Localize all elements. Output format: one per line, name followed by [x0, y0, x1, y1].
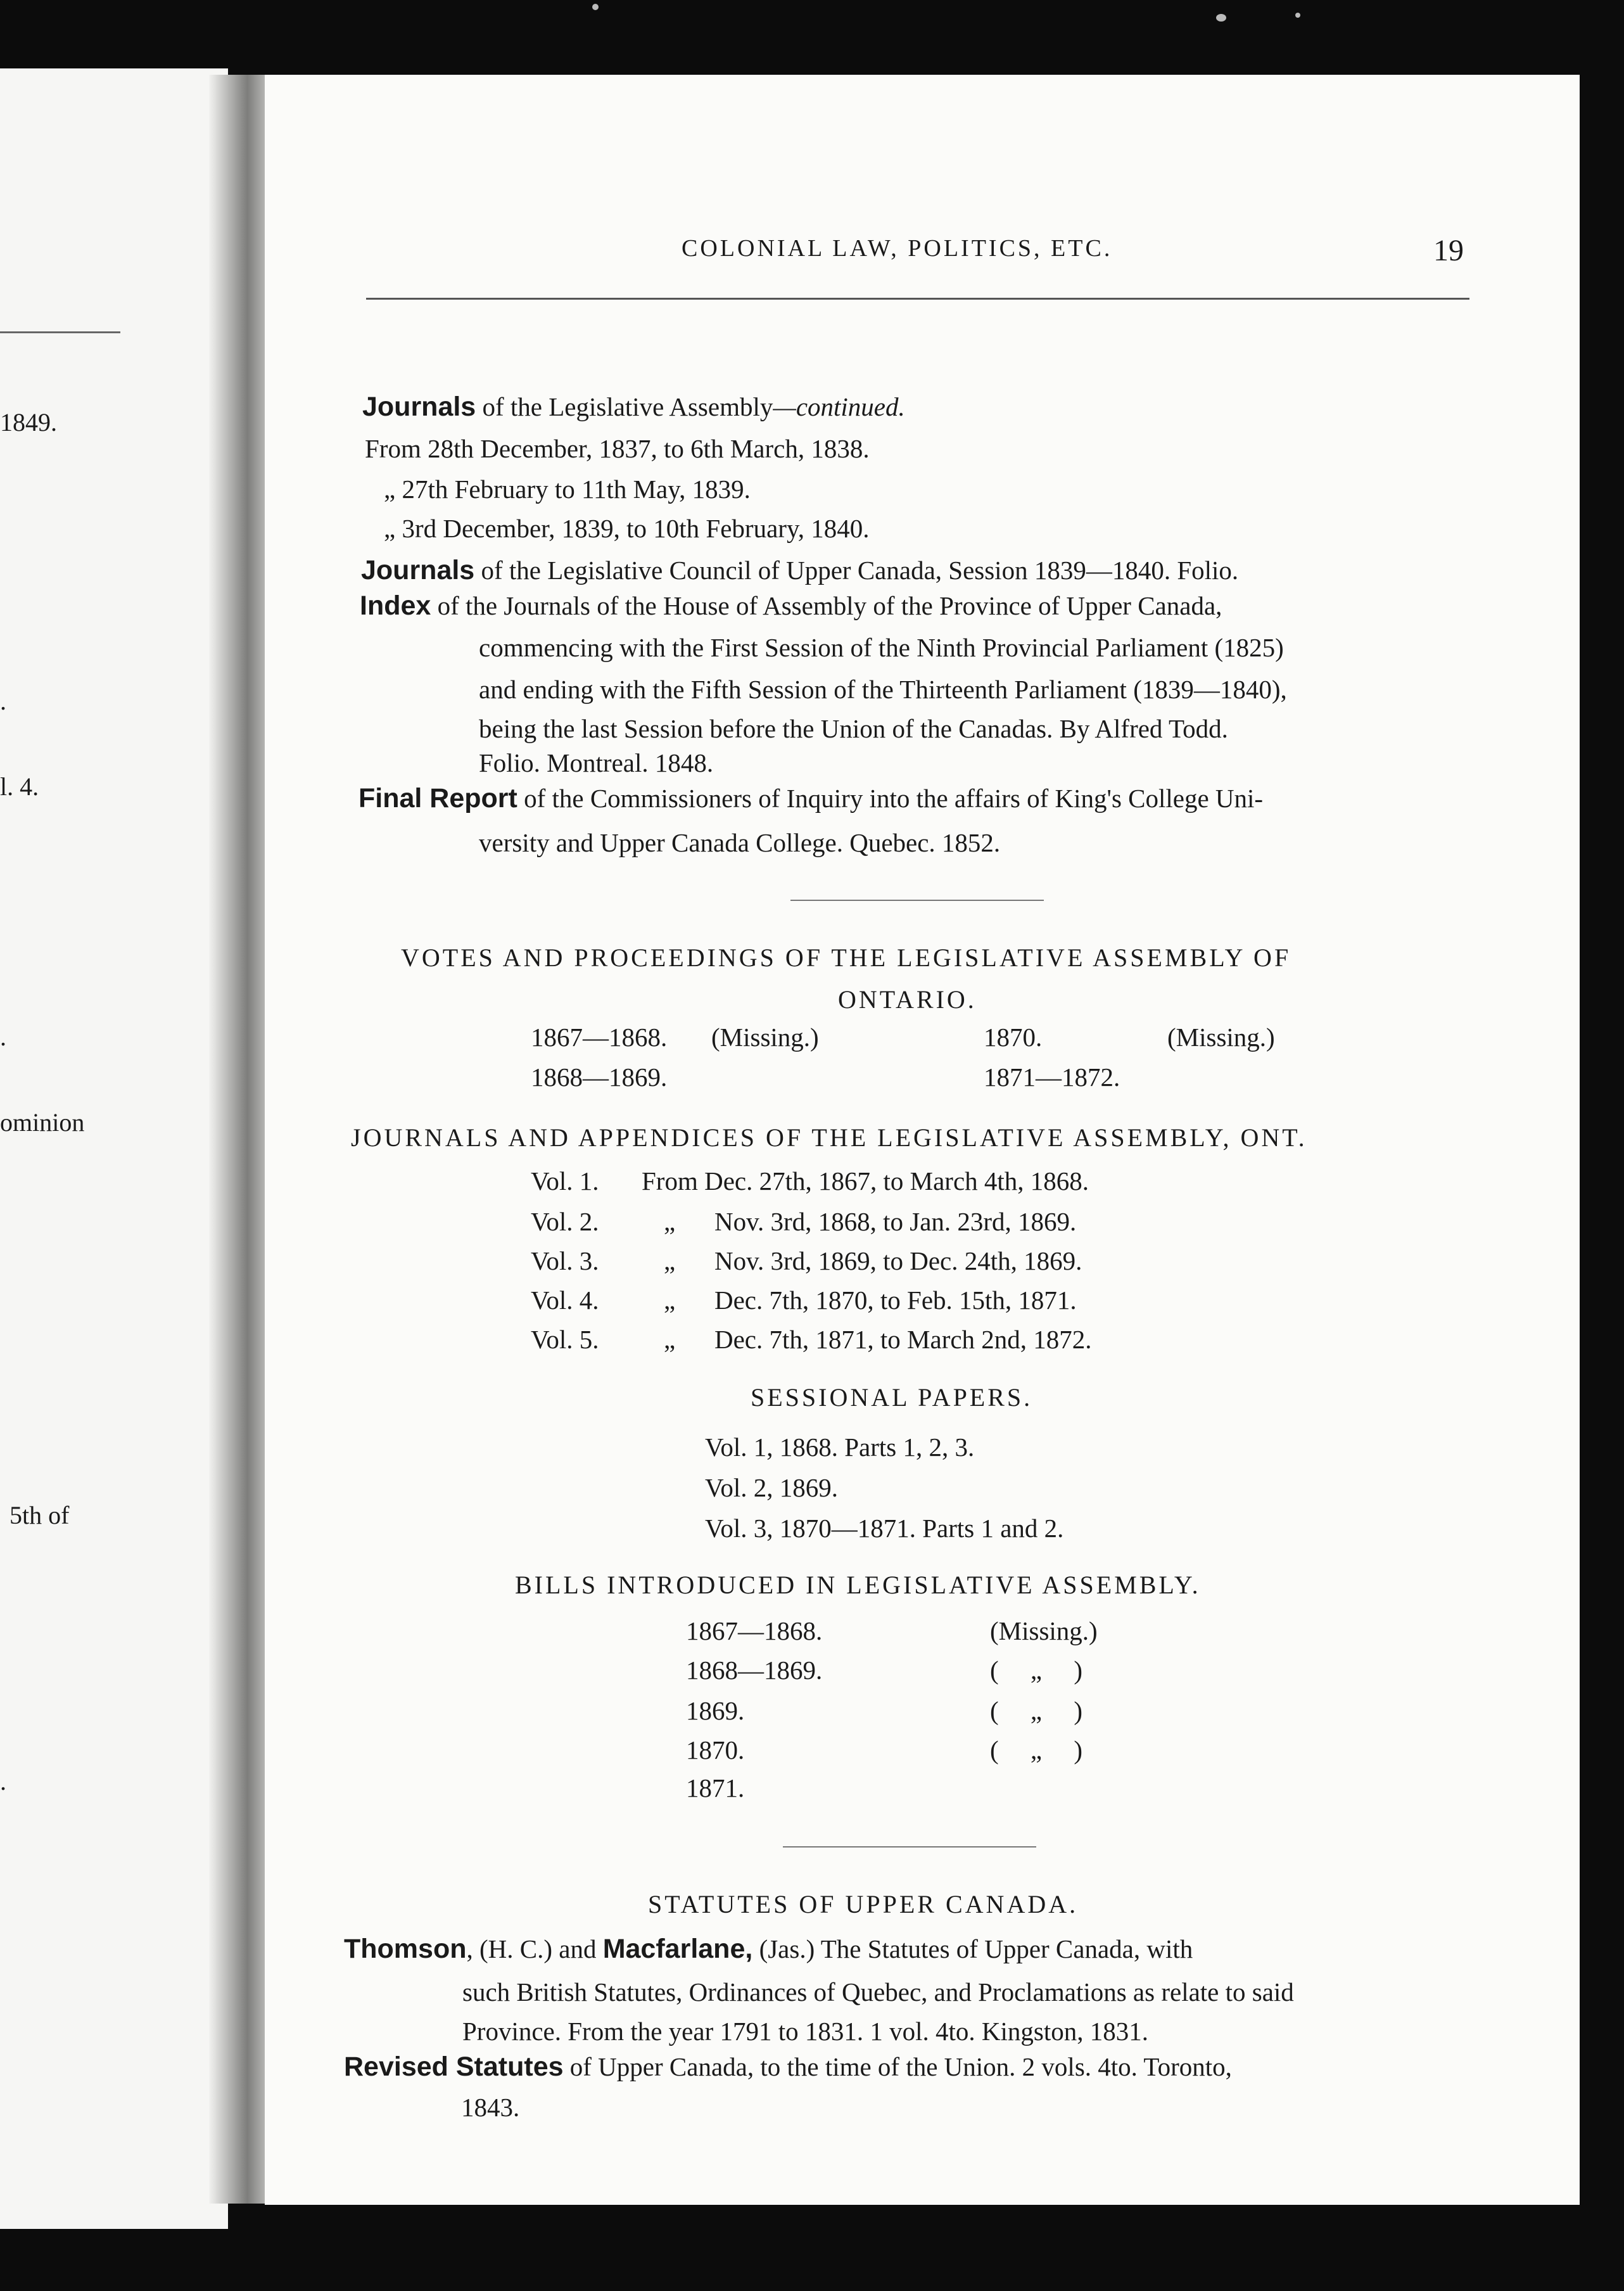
bills-year: 1870.: [686, 1735, 745, 1765]
entry-line: „ 27th February to 11th May, 1839.: [384, 475, 751, 504]
vol-label: Vol. 4.: [531, 1286, 599, 1315]
left-page-fragment: l. 4.: [0, 772, 39, 801]
vol-label: Vol. 3.: [531, 1246, 599, 1275]
sessional-row: Vol. 3, 1870—1871. Parts 1 and 2.: [705, 1514, 1064, 1543]
entry-keyword: Final Report: [358, 783, 517, 814]
entry-line: From 28th December, 1837, to 6th March, 1838.: [365, 434, 870, 463]
vol-text: Dec. 7th, 1870, to Feb. 15th, 1871.: [714, 1286, 1077, 1315]
entry-keyword: Revised Statutes: [344, 2052, 564, 2082]
entry-text: of the Legislative Council of Upper Canada, Session 1839—1840. Folio.: [481, 556, 1239, 585]
entry-text: of the Legislative Assembly: [482, 392, 773, 421]
entry-final-report: [358, 783, 1263, 814]
header-rule: [366, 298, 1469, 300]
bills-note: (Missing.): [990, 1616, 1098, 1645]
left-page: [0, 68, 228, 2229]
bills-note: ( „ ): [990, 1656, 1083, 1685]
running-header-title: COLONIAL LAW, POLITICS, ETC.: [682, 235, 1113, 262]
entry-line: Province. From the year 1791 to 1831. 1 vol. 4to. Kingston, 1831.: [462, 2017, 1148, 2046]
left-page-fragment: ominion: [0, 1108, 85, 1137]
left-page-fragment: 1849.: [0, 408, 57, 437]
entry-revised-statutes: [344, 2052, 1232, 2083]
main-page: [265, 75, 1580, 2205]
section-divider: [790, 900, 1044, 901]
entry-line: „ 3rd December, 1839, to 10th February, 1840.: [384, 514, 870, 543]
left-page-fragment: .: [0, 1023, 6, 1051]
bills-year: 1869.: [686, 1696, 745, 1725]
entry-line: and ending with the Fifth Session of the Thirteenth Parliament (1839—1840),: [479, 675, 1287, 704]
votes-heading-line1: VOTES AND PROCEEDINGS OF THE LEGISLATIVE ASSEMBLY OF: [401, 943, 1291, 972]
dust-speck: [592, 4, 599, 10]
ditto-mark: „: [664, 1286, 676, 1315]
sessional-row: Vol. 1, 1868. Parts 1, 2, 3.: [705, 1433, 975, 1462]
entry-text: of the Commissioners of Inquiry into the affairs of King's College Uni-: [524, 784, 1264, 813]
vol-text: Nov. 3rd, 1868, to Jan. 23rd, 1869.: [714, 1207, 1077, 1236]
entry-index: [360, 590, 1222, 622]
page-number: 19: [1433, 234, 1464, 267]
left-page-fragment: .: [0, 1767, 6, 1796]
entry-text: , (H. C.) and: [466, 1934, 597, 1963]
entry-keyword: Macfarlane,: [602, 1934, 753, 1964]
bills-note: ( „ ): [990, 1696, 1083, 1725]
dust-speck: [1216, 14, 1226, 22]
vol-text: Nov. 3rd, 1869, to Dec. 24th, 1869.: [714, 1246, 1082, 1275]
continued-mark: —continued.: [773, 392, 905, 421]
bills-note: ( „ ): [990, 1735, 1083, 1765]
entry-thomson: [344, 1934, 1193, 1965]
votes-right-year: 1870.: [984, 1023, 1043, 1052]
left-page-fragment: .: [0, 687, 6, 715]
bills-year: 1867—1868.: [686, 1616, 823, 1645]
bills-year: 1871.: [686, 1773, 745, 1803]
entry-keyword: Journals: [362, 392, 476, 422]
bills-year: 1868—1869.: [686, 1656, 823, 1685]
entry-line: being the last Session before the Union of the Canadas. By Alfred Todd.: [479, 714, 1228, 743]
entry-journals-assembly: [362, 392, 905, 423]
votes-left-year: 1868—1869.: [531, 1063, 668, 1092]
journals-appendices-heading: JOURNALS AND APPENDICES OF THE LEGISLATIVE ASSEMBLY, ONT.: [351, 1123, 1307, 1152]
section-divider: [783, 1846, 1036, 1847]
entry-line: such British Statutes, Ordinances of Quebec, and Proclamations as relate to said: [462, 1977, 1294, 2007]
entry-line: 1843.: [461, 2093, 520, 2122]
statutes-heading: STATUTES OF UPPER CANADA.: [648, 1890, 1079, 1918]
entry-keyword: Thomson: [344, 1934, 467, 1964]
left-page-rule: [0, 331, 120, 333]
ditto-mark: „: [664, 1207, 676, 1236]
left-page-fragment: 5th of: [10, 1501, 70, 1529]
vol-text: From Dec. 27th, 1867, to March 4th, 1868.: [642, 1166, 1089, 1196]
vol-label: Vol. 1.: [531, 1166, 599, 1196]
votes-left-year: 1867—1868.: [531, 1023, 668, 1052]
ditto-mark: „: [664, 1246, 676, 1275]
entry-journals-council: [361, 555, 1238, 586]
votes-right-year: 1871—1872.: [984, 1063, 1120, 1092]
entry-keyword: Journals: [361, 555, 475, 585]
entry-text: of the Journals of the House of Assembly of the Province of Upper Canada,: [437, 591, 1222, 620]
entry-line: versity and Upper Canada College. Quebec. 1852.: [479, 828, 1001, 857]
entry-text: of Upper Canada, to the time of the Union. 2 vols. 4to. Toronto,: [569, 2052, 1232, 2081]
votes-left-note: (Missing.): [711, 1023, 819, 1052]
vol-label: Vol. 5.: [531, 1325, 599, 1354]
bills-heading: BILLS INTRODUCED IN LEGISLATIVE ASSEMBLY.: [515, 1571, 1201, 1599]
dust-speck: [1295, 13, 1300, 18]
sessional-heading: SESSIONAL PAPERS.: [751, 1383, 1033, 1412]
vol-label: Vol. 2.: [531, 1207, 599, 1236]
votes-right-note: (Missing.): [1167, 1023, 1275, 1052]
ditto-mark: „: [664, 1325, 676, 1354]
entry-text: (Jas.) The Statutes of Upper Canada, with: [759, 1934, 1193, 1963]
sessional-row: Vol. 2, 1869.: [705, 1473, 838, 1502]
vol-text: Dec. 7th, 1871, to March 2nd, 1872.: [714, 1325, 1092, 1354]
votes-heading-line2: ONTARIO.: [838, 985, 977, 1014]
entry-line: commencing with the First Session of the Ninth Provincial Parliament (1825): [479, 633, 1284, 662]
entry-line: Folio. Montreal. 1848.: [479, 748, 714, 777]
entry-keyword: Index: [360, 590, 431, 621]
